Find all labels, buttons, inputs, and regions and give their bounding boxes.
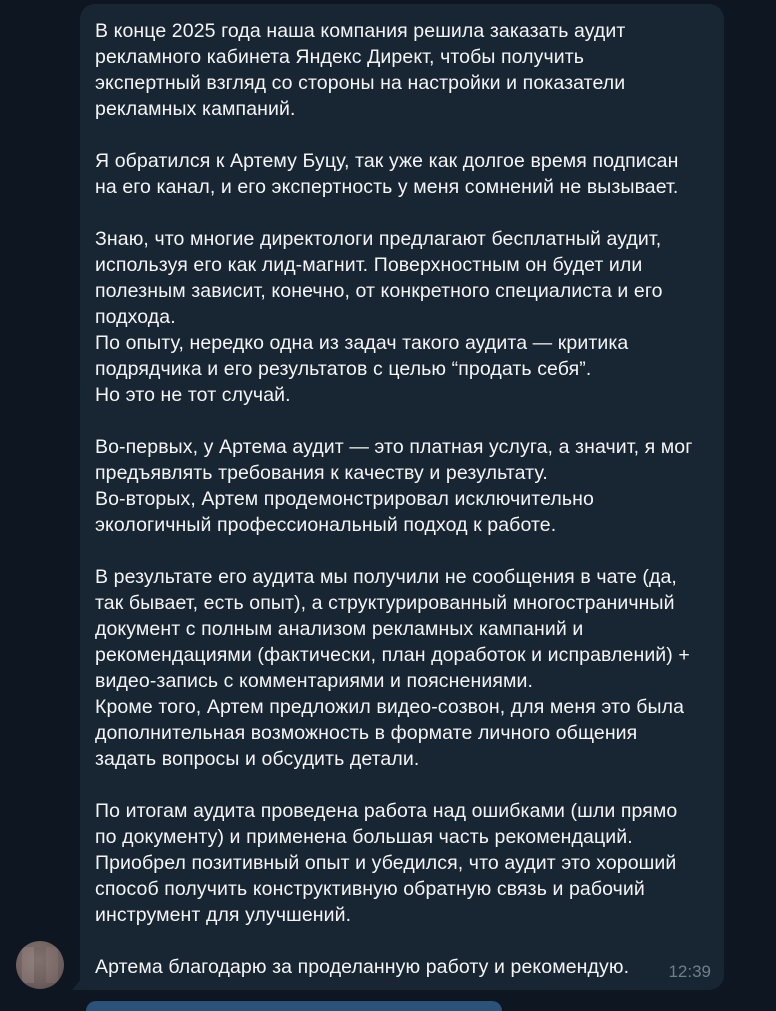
message-line: предъявлять требования к качеству и результату. — [95, 462, 548, 484]
message-line: Артема благодарю за проделанную работу и рекомендую. — [95, 956, 630, 978]
next-message-bubble[interactable] — [86, 1001, 502, 1011]
paragraph-gap — [95, 408, 708, 434]
message-line: способ получить конструктивную обратную связь и рабочий — [95, 878, 645, 900]
message-line: рекламного кабинета Яндекс Директ, чтобы получить — [95, 46, 585, 68]
sender-avatar[interactable] — [16, 941, 64, 989]
message-line: По итогам аудита проведена работа над ошибками (шли прямо — [95, 800, 678, 822]
message-line: экологичный профессиональный подход к работе. — [95, 514, 557, 536]
message-line: Но это не тот случай. — [95, 384, 291, 406]
message-paragraph — [95, 18, 708, 122]
message-line: рекомендациями (фактически, план доработок и исправлений) + — [95, 644, 690, 666]
avatar-image — [22, 947, 58, 983]
message-line: По опыту, нередко одна из задач такого аудита — критика — [95, 332, 629, 354]
message-paragraph — [95, 564, 708, 772]
message-bubble[interactable] — [80, 4, 724, 990]
message-line: на его канал, и его экспертность у меня сомнений не вызывает. — [95, 176, 679, 198]
message-line: инструмент для улучшений. — [95, 904, 352, 926]
message-line: полезным зависит, конечно, от конкретного специалиста и его — [95, 280, 663, 302]
message-paragraph — [95, 148, 708, 200]
message-line: Знаю, что многие директологи предлагают бесплатный аудит, — [95, 228, 662, 250]
message-line: используя его как лид-магнит. Поверхностным он будет или — [95, 254, 643, 276]
paragraph-gap — [95, 200, 708, 226]
message-line: Я обратился к Артему Буцу, так уже как долгое время подписан — [95, 150, 679, 172]
message-line: В результате его аудита мы получили не сообщения в чате (да, — [95, 566, 677, 588]
message-line: задать вопросы и обсудить детали. — [95, 748, 420, 770]
message-paragraph — [95, 434, 708, 538]
message-line: дополнительная возможность в формате личного общения — [95, 722, 638, 744]
message-time: 12:39 — [668, 962, 711, 981]
message-paragraph — [95, 954, 708, 980]
message-line: Во-первых, у Артема аудит — это платная услуга, а значит, я мог — [95, 436, 693, 458]
message-line: экспертный взгляд со стороны на настройки и показатели — [95, 72, 626, 94]
message-line: по документу) и применена большая часть рекомендаций. — [95, 826, 633, 848]
message-line: Во-вторых, Артем продемонстрировал исключительно — [95, 488, 594, 510]
message-paragraph — [95, 226, 708, 408]
paragraph-gap — [95, 928, 708, 954]
paragraph-gap — [95, 122, 708, 148]
message-line: подхода. — [95, 306, 176, 328]
message-line: документ с полным анализом рекламных кампаний и — [95, 618, 584, 640]
message-line: Приобрел позитивный опыт и убедился, что аудит это хороший — [95, 852, 677, 874]
message-text — [95, 18, 708, 980]
message-line: видео-запись с комментариями и пояснениями. — [95, 670, 534, 692]
message-paragraph — [95, 798, 708, 928]
message-line: так бывает, есть опыт), а структурированный многостраничный — [95, 592, 675, 614]
message-line: В конце 2025 года наша компания решила заказать аудит — [95, 20, 626, 42]
paragraph-gap — [95, 772, 708, 798]
message-line: рекламных кампаний. — [95, 98, 296, 120]
paragraph-gap — [95, 538, 708, 564]
message-line: подрядчика и его результатов с целью “продать себя”. — [95, 358, 592, 380]
message-line: Кроме того, Артем предложил видео-созвон, для меня это была — [95, 696, 685, 718]
